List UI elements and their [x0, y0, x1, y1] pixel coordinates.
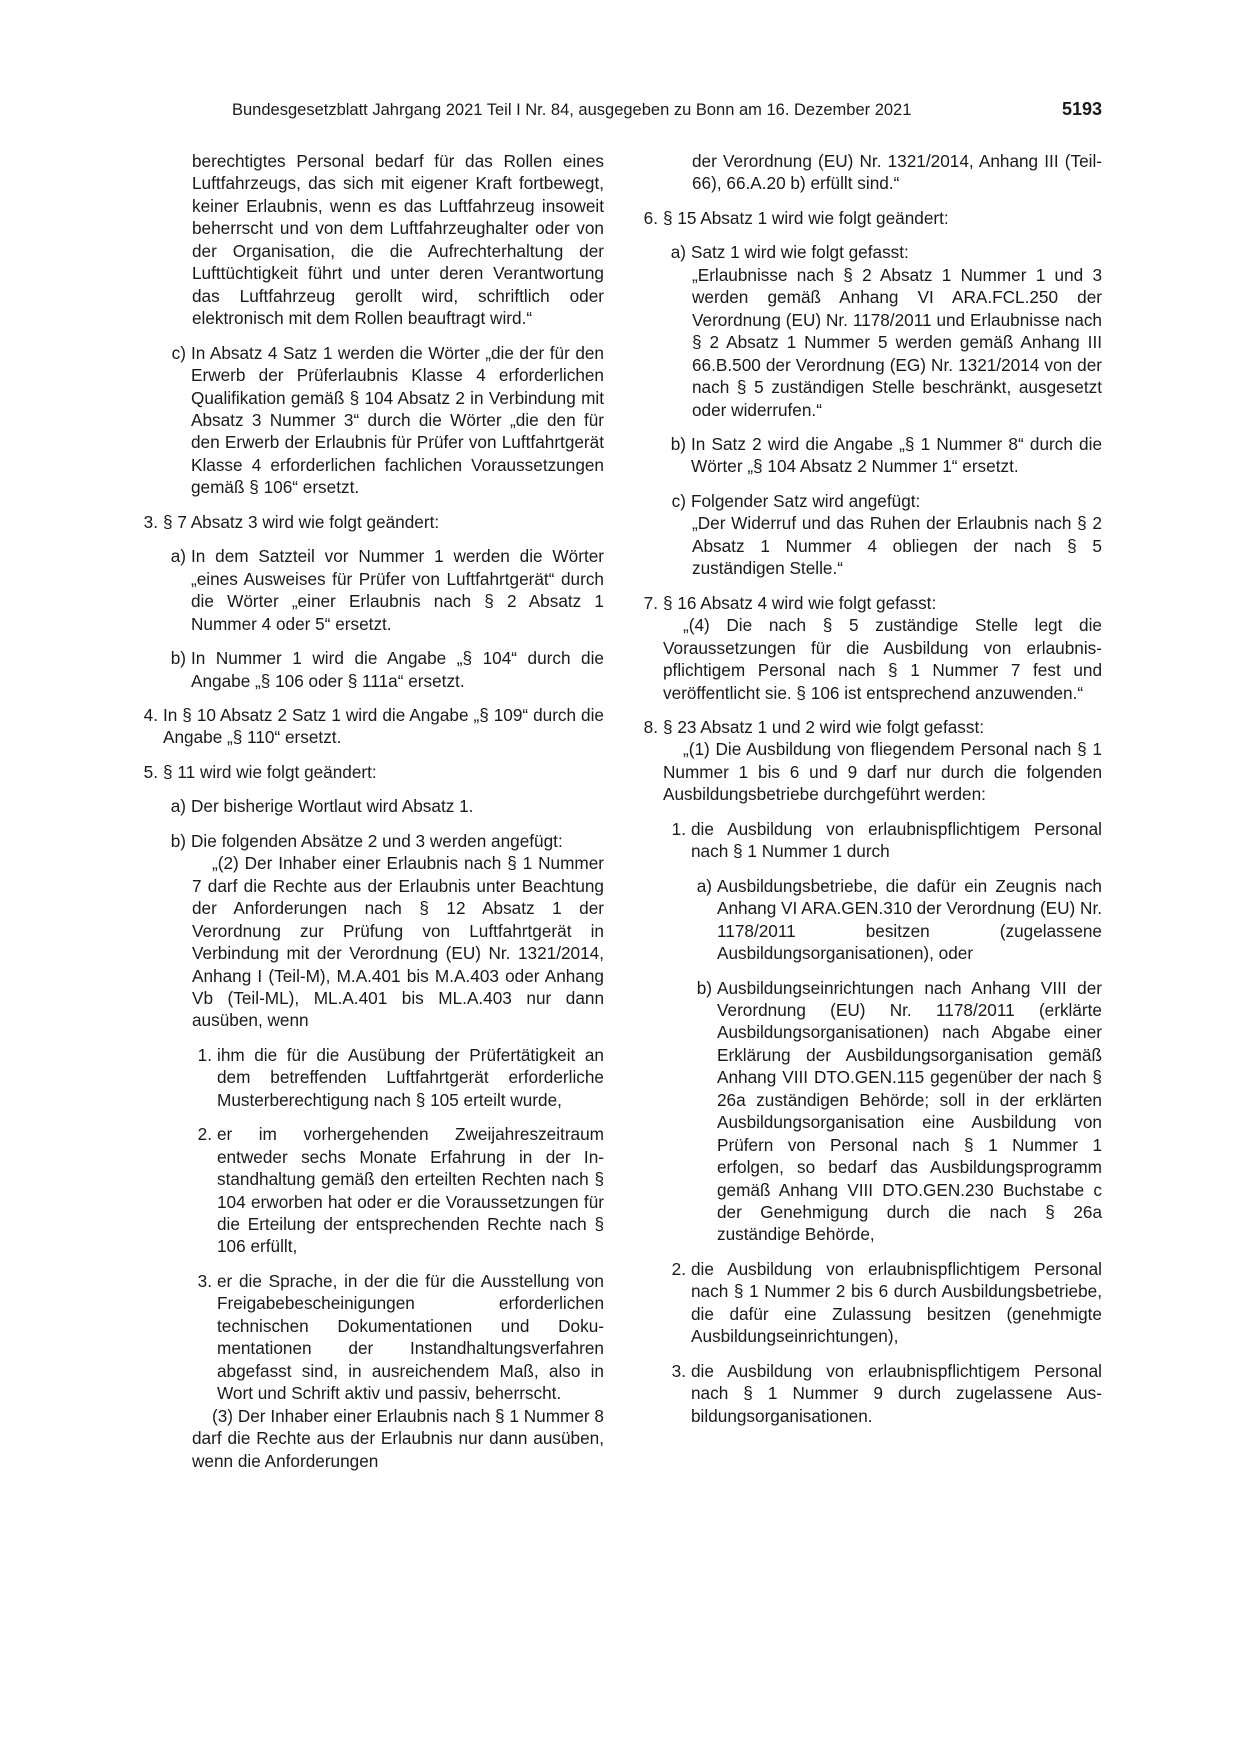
- list-text: ihm die für die Ausübung der Prüfertätigkeit an dem betreffenden Luftfahrtgerät erforderliche Musterberechtigung nach § 105 erteilt wurde,: [217, 1044, 604, 1110]
- left-column: [140, 150, 604, 1472]
- list-label: c): [671, 490, 686, 511]
- list-label: 3.: [197, 1270, 212, 1291]
- list-text: § 7 Absatz 3 wird wie folgt geändert:: [163, 511, 440, 532]
- list-label: b): [170, 648, 186, 669]
- quoted-paragraph: „(4) Die nach § 5 zuständige Stelle legt die Voraussetzungen für die Ausbildung von erlaubnispflichtigem Personal nach § 1 Nummer 7 fest und veröffentlicht sie. § 106 ist entsprechend anzuwenden.“: [663, 615, 1102, 703]
- sub-item-3: [140, 1270, 604, 1405]
- list-text: er die Sprache, in der die für die Ausstellung von Freigabebescheinigungen erforderlichen technischen Dokumentationen und Dokumentationen der Instandhaltungsverfahren abgefasst sind, in ausreichendem Maß, also in Wort und Schrift aktiv und passiv, beherrscht.: [217, 1270, 604, 1404]
- list-label: a): [670, 242, 686, 263]
- list-label: 6.: [643, 207, 658, 228]
- list-label: a): [170, 546, 186, 567]
- list-text: In Nummer 1 wird die Angabe „§ 104“ durch die Angabe „§ 106 oder § 111a“ ersetzt.: [191, 648, 604, 691]
- list-text: die Ausbildung von erlaubnispflichtigem Personal nach § 1 Nummer 2 bis 6 durch Ausbildungsbetriebe, die dafür eine Zulassung besitzen (genehmigte Ausbildungseinrichtungen),: [691, 1258, 1102, 1347]
- list-item-3: [140, 511, 604, 533]
- list-text: Der bisherige Wortlaut wird Absatz 1.: [191, 796, 474, 817]
- list-item-5a: [140, 795, 604, 817]
- list-label: 1.: [197, 1044, 212, 1065]
- list-label: 8.: [643, 716, 658, 737]
- list-text: Ausbildungsbetriebe, die dafür ein Zeugnis nach Anhang VI ARA.GEN.310 der Verordnung (EU) Nr. 1178/2011 besitzen (zugelassene Ausbildungsorganisationen), oder: [717, 875, 1103, 964]
- list-label: 2.: [197, 1124, 212, 1145]
- list-text: § 23 Absatz 1 und 2 wird wie folgt gefasst:: [663, 716, 985, 737]
- list-item-6a: [640, 241, 1102, 263]
- list-item-6c: [640, 490, 1102, 512]
- list-label: 7.: [643, 592, 658, 613]
- list-label: 1.: [671, 818, 686, 839]
- list-label: c): [171, 342, 186, 363]
- sub-item-1: [640, 818, 1102, 863]
- list-text: Satz 1 wird wie folgt gefasst:: [691, 242, 909, 263]
- list-label: b): [696, 977, 712, 998]
- continuation-text: berechtigtes Personal bedarf für das Rollen eines Luftfahrzeugs, das sich mit eigener Kraft fortbewegt, keiner Erlaubnis, wenn es das Luftfahrzeug insoweit beherrscht und von dem Luftfahrzeughalter oder von der Organisation, die die Aufrechterhaltung der Lufttüchtigkeit führt und unter deren Verantwortung das Luftfahrzeug gerollt wird, schriftlich oder elektronisch mit dem Rollen beauftragt wird.“: [192, 151, 604, 329]
- list-label: 5.: [143, 761, 158, 782]
- header-title: Bundesgesetzblatt Jahrgang 2021 Teil I Nr. 84, ausgegeben zu Bonn am 16. Dezember 2021: [232, 101, 912, 119]
- right-column: [640, 150, 1102, 1427]
- list-text: Die folgenden Absätze 2 und 3 werden angefügt:: [191, 830, 563, 851]
- list-item-6b: [640, 433, 1102, 478]
- quoted-paragraph: „Der Widerruf und das Ruhen der Erlaubnis nach § 2 Absatz 1 Nummer 4 obliegen der nach § 5 zuständigen Stelle.“: [692, 513, 1102, 579]
- list-label: 4.: [143, 704, 158, 725]
- list-item-4: [140, 704, 604, 749]
- list-label: 3.: [143, 511, 158, 532]
- list-text: Folgender Satz wird angefügt:: [691, 490, 921, 511]
- list-text: In dem Satzteil vor Nummer 1 werden die Wörter „eines Ausweises für Prüfer von Luftfahrtgerät“ durch die Wörter „einer Erlaubnis nach § 2 Absatz 1 Nummer 4 oder 5“ ersetzt.: [191, 546, 604, 634]
- page-number: 5193: [1061, 99, 1102, 119]
- quoted-paragraph-2: „(2) Der Inhaber einer Erlaubnis nach § 1 Nummer 7 darf die Rechte aus der Erlaubnis unter Beachtung der Anforderungen nach § 12 Absatz 1 der Verordnung zur Prüfung von Luftfahrtgerät in Verbindung mit der Verordnung (EU) Nr. 1321/2014, Anhang I (Teil-M), M.A.401 bis M.A.403 oder Anhang Vb (Teil-ML), ML.A.401 bis ML.A.403 nur dann ausüben, wenn: [192, 853, 604, 1031]
- sub-item-1a: [640, 875, 1102, 965]
- list-text: § 15 Absatz 1 wird wie folgt geändert:: [663, 207, 949, 228]
- list-item-6: [640, 207, 1102, 229]
- sub-item-3: [640, 1360, 1102, 1427]
- list-label: a): [170, 796, 186, 817]
- list-text: er im vorhergehenden Zweijahreszeitraum entweder sechs Monate Erfahrung in der Instandhaltung gemäß den erteilten Rechten nach § 104 erworben hat oder er die Voraussetzungen für die Erteilung der entsprechenden Rechte nach § 106 erfüllt,: [217, 1124, 604, 1257]
- list-item-c: [140, 342, 604, 499]
- list-label: b): [170, 830, 186, 851]
- list-text: die Ausbildung von erlaubnispflichtigem Personal nach § 1 Nummer 9 durch zugelassene Ausbildungsorganisationen.: [691, 1360, 1102, 1426]
- list-label: a): [696, 875, 712, 896]
- list-label: b): [670, 433, 686, 454]
- quoted-paragraph-3: (3) Der Inhaber einer Erlaubnis nach § 1 Nummer 8 darf die Rechte aus der Erlaubnis nur dann ausüben, wenn die Anforderungen: [192, 1405, 604, 1471]
- sub-item-2: [140, 1123, 604, 1258]
- list-label: 3.: [671, 1360, 686, 1381]
- list-item-8: [640, 716, 1102, 738]
- list-item-5b: [140, 830, 604, 852]
- sub-item-1b: [640, 977, 1102, 1246]
- list-item-3b: [140, 647, 604, 692]
- list-item-3a: [140, 545, 604, 635]
- quoted-paragraph: „(1) Die Ausbildung von fliegendem Personal nach § 1 Nummer 1 bis 6 und 9 darf nur durch die folgenden Ausbildungsbetriebe durchgeführt werden:: [663, 739, 1102, 805]
- list-text: In Satz 2 wird die Angabe „§ 1 Nummer 8“ durch die Wörter „§ 104 Absatz 2 Nummer 1“ ersetzt.: [691, 433, 1102, 477]
- list-text: In § 10 Absatz 2 Satz 1 wird die Angabe „§ 109“ durch die Angabe „§ 110“ ersetzt.: [163, 704, 604, 748]
- continuation-text: der Verordnung (EU) Nr. 1321/2014, Anhang III (Teil-66), 66.A.20 b) erfüllt sind.“: [692, 151, 1102, 194]
- sub-item-2: [640, 1258, 1102, 1348]
- page-header: [232, 101, 1102, 127]
- list-item-7: [640, 592, 1102, 614]
- list-text: § 11 wird wie folgt geändert:: [163, 761, 377, 782]
- sub-item-1: [140, 1044, 604, 1111]
- list-text: In Absatz 4 Satz 1 werden die Wörter „die der für den Erwerb der Prüferlaubnis Klasse 4 erforderlichen Qualifikation gemäß § 104 Absatz 2 in Verbindung mit Absatz 3 Nummer 3“ durch die Wörter „die den für den Erwerb der Erlaubnis für Prüfer von Luftfahrtgerät Klasse 4 erforderlichen fachlichen Voraussetzungen gemäß § 106“ ersetzt.: [191, 342, 604, 498]
- list-text: § 16 Absatz 4 wird wie folgt gefasst:: [663, 592, 937, 613]
- list-text: die Ausbildung von erlaubnispflichtigem Personal nach § 1 Nummer 1 durch: [691, 818, 1102, 862]
- list-label: 2.: [671, 1258, 686, 1279]
- list-text: Ausbildungseinrichtungen nach Anhang VIII der Verordnung (EU) Nr. 1178/2011 (erklärte Ausbildungsorganisationen) nach Abgabe einer Erklärung der Ausbildungsorganisation gemäß Anhang VIII DTO.GEN.115 gegenüber der nach § 26a zuständigen Behörde; soll in der erklärten Ausbildungsorganisation eine Ausbildung von Prüfern von Personal nach § 1 Nummer 1 erfolgen, so bedarf das Ausbildungsprogramm gemäß Anhang VIII DTO.GEN.230 Buchstabe c der Genehmigung durch die nach § 26a zuständige Behörde,: [717, 977, 1102, 1245]
- quoted-paragraph: „Erlaubnisse nach § 2 Absatz 1 Nummer 1 und 3 werden gemäß Anhang VI ARA.FCL.250 der Verordnung (EU) Nr. 1178/2011 und Erlaubnisse nach § 2 Absatz 1 Nummer 5 werden gemäß Anhang III 66.B.500 der Verordnung (EG) Nr. 1321/2014 von der nach § 5 zuständigen Stelle beschränkt, ausgesetzt oder widerrufen.“: [692, 264, 1102, 420]
- list-item-5: [140, 761, 604, 783]
